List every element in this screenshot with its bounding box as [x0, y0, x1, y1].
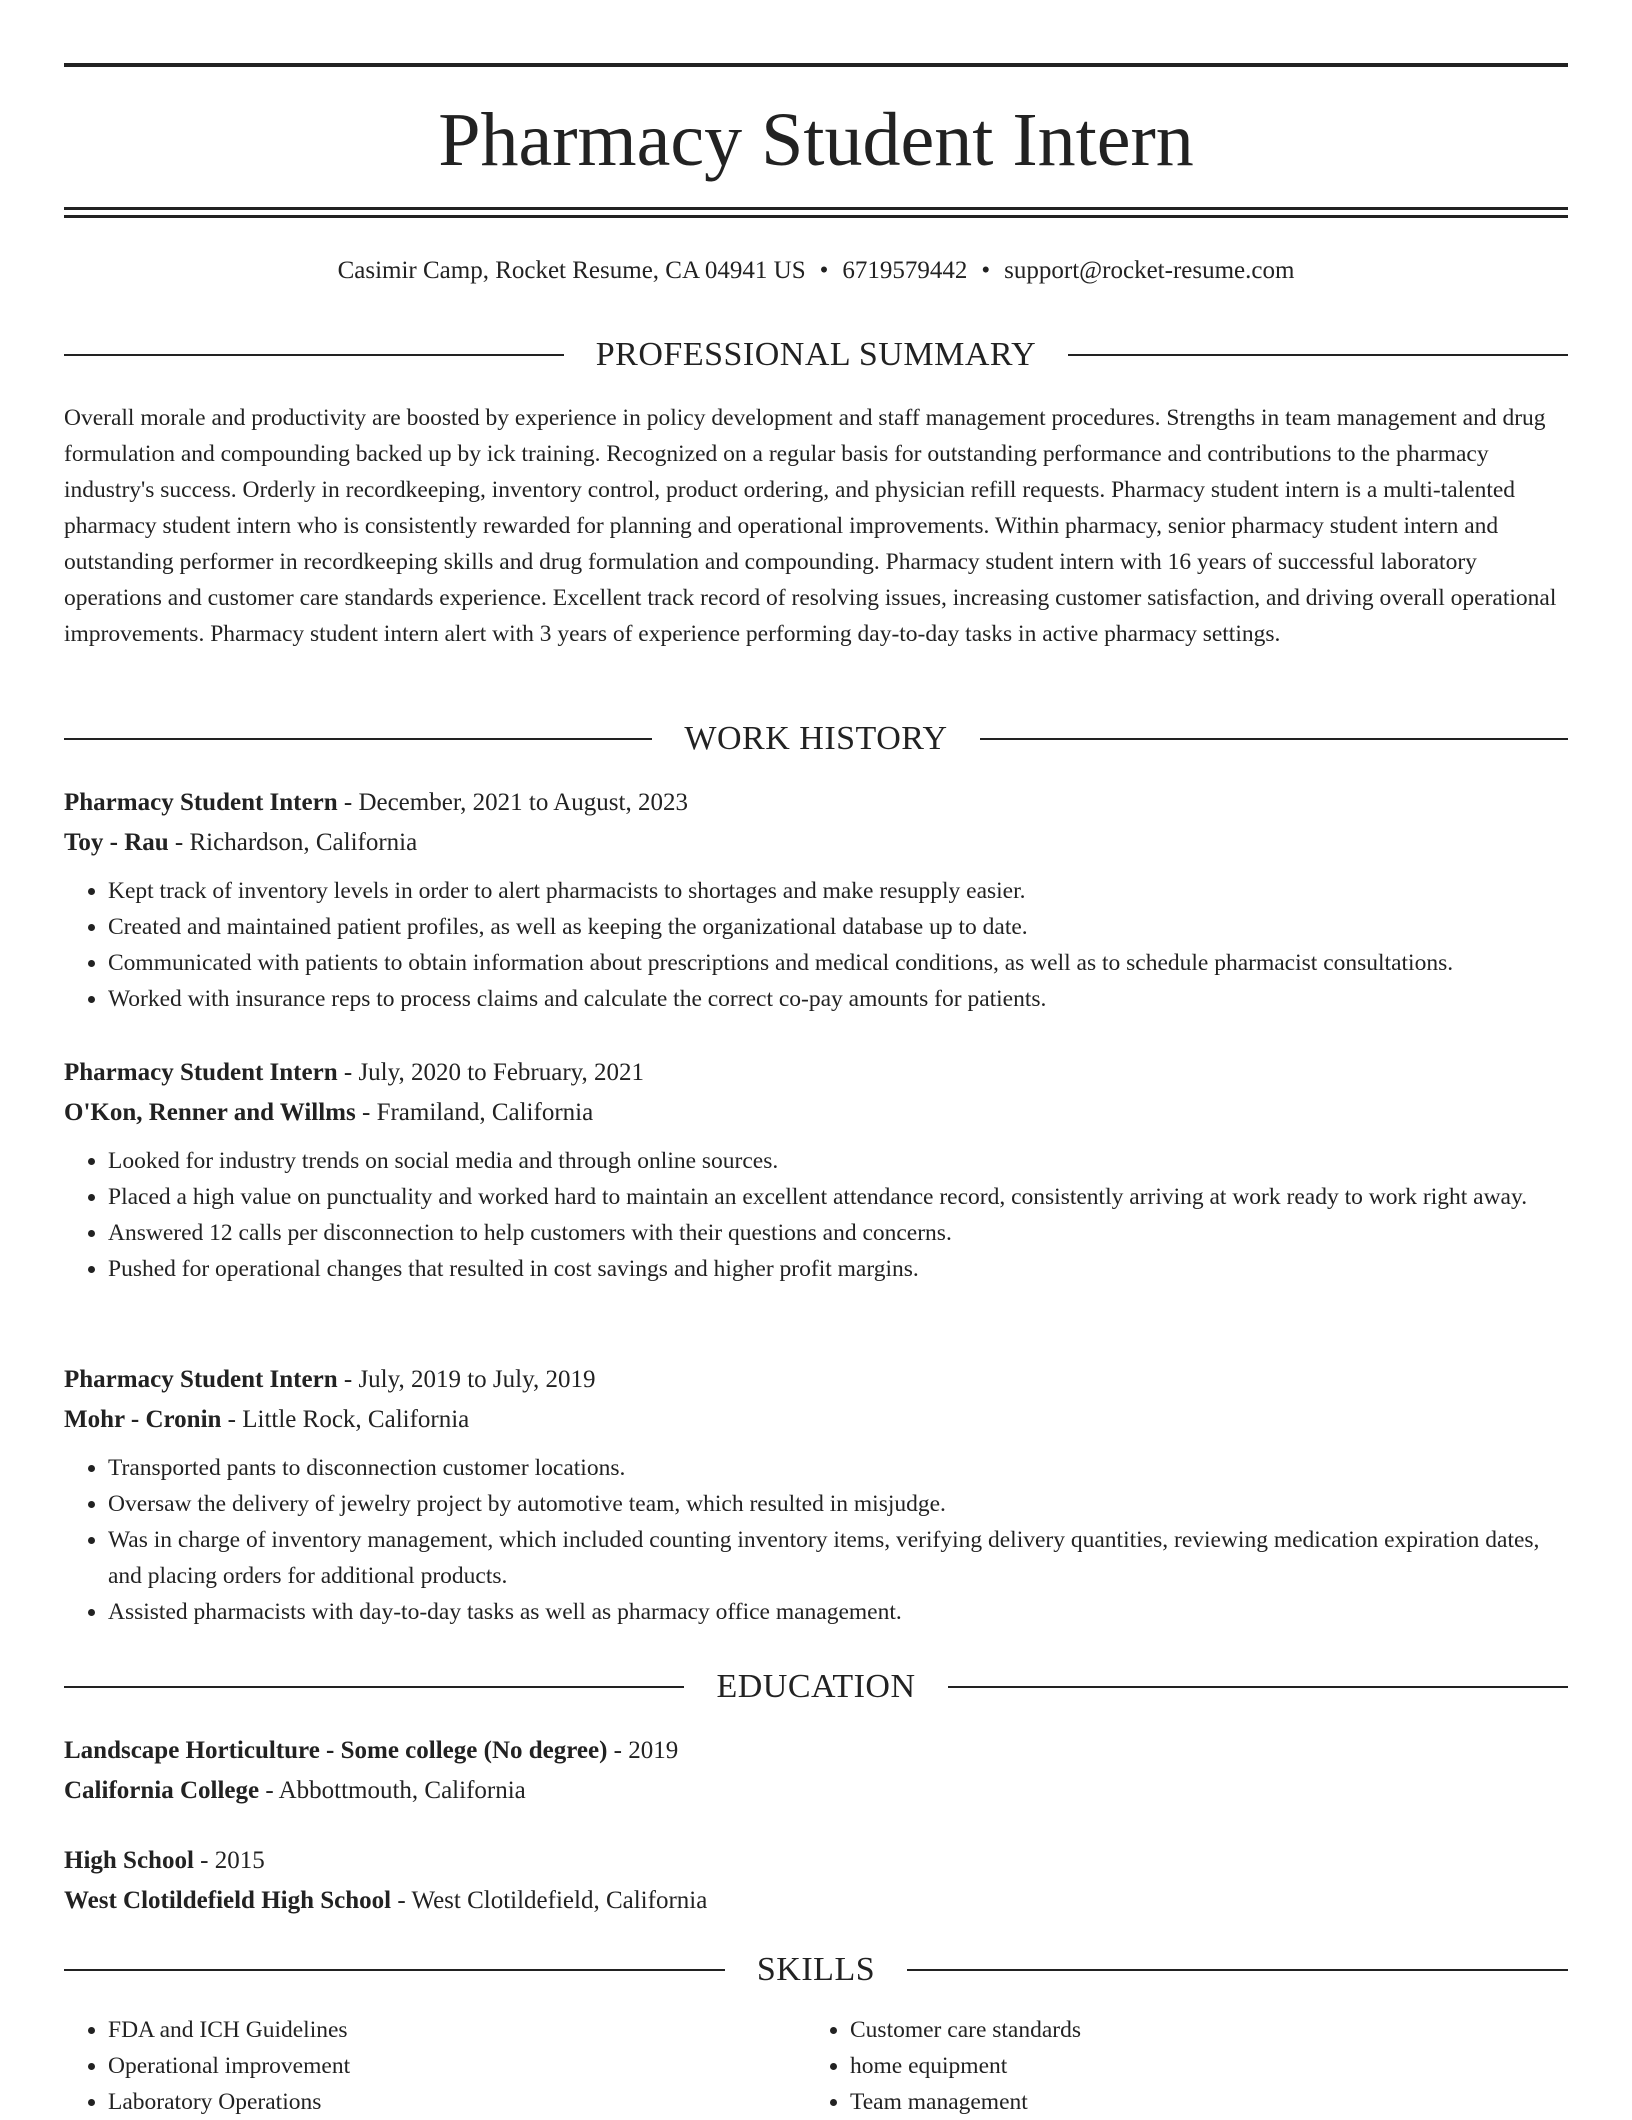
education-location: West Clotildefield, California — [411, 1887, 708, 1914]
section-heading-summary — [64, 335, 1568, 375]
list-item: • Transported pants to disconnection customer locations. — [108, 1450, 1568, 1486]
education-school: California College — [64, 1777, 260, 1804]
job-employer-line: Toy - Rau - Richardson, California — [64, 829, 418, 856]
job-bullets — [64, 1143, 1568, 1287]
job-bullets — [64, 1450, 1568, 1630]
heading-rule — [64, 354, 564, 356]
section-title: PROFESSIONAL SUMMARY — [595, 336, 1037, 373]
job-employer: O'Kon, Renner and Willms — [64, 1099, 356, 1126]
title-rule-lower — [64, 215, 1568, 218]
list-item: • Pushed for operational changes that resulted in cost savings and higher profit margins. — [108, 1251, 1568, 1287]
job-employer: Toy - Rau — [64, 829, 169, 856]
skill-item: • Operational improvement — [108, 2048, 806, 2084]
job-entry — [64, 1360, 1568, 1630]
heading-rule — [1068, 354, 1568, 356]
job-entry — [64, 1053, 1568, 1287]
skill-item: • Team management — [850, 2084, 1548, 2120]
section-title: SKILLS — [756, 1951, 876, 1988]
skill-item: • Customer care standards — [850, 2012, 1548, 2048]
heading-rule — [980, 738, 1568, 740]
list-item: • Created and maintained patient profiles, as well as keeping the organizational database up to date. — [108, 909, 1568, 945]
skills-list — [64, 2012, 1568, 2120]
heading-rule — [907, 1969, 1568, 1971]
top-rule — [64, 63, 1568, 67]
list-item: • Worked with insurance reps to process claims and calculate the correct co-pay amounts for patients. — [108, 981, 1568, 1017]
list-item: • Looked for industry trends on social media and through online sources. — [108, 1143, 1568, 1179]
job-title: Pharmacy Student Intern — [64, 1366, 338, 1393]
job-title: Pharmacy Student Intern — [64, 789, 338, 816]
job-title-line: Pharmacy Student Intern - December, 2021 to August, 2023 — [64, 789, 688, 816]
job-entry — [64, 783, 1568, 1017]
job-location: Little Rock, California — [242, 1406, 470, 1433]
skills-column-right — [806, 2012, 1548, 2120]
education-degree: Landscape Horticulture - Some college (No degree) — [64, 1737, 608, 1764]
section-heading-education — [64, 1667, 1568, 1707]
contact-phone: 6719579442 — [842, 257, 968, 284]
heading-rule — [948, 1686, 1568, 1688]
skill-item: • home equipment — [850, 2048, 1548, 2084]
section-heading-work — [64, 719, 1568, 759]
heading-rule — [64, 738, 652, 740]
list-item: • Was in charge of inventory management, which included counting inventory items, verifying delivery quantities, reviewing medication expiration dates, and placing orders for additional products. — [108, 1522, 1568, 1594]
job-dates: July, 2020 to February, 2021 — [358, 1059, 645, 1086]
job-dates: July, 2019 to July, 2019 — [358, 1366, 596, 1393]
contact-email: support@rocket-resume.com — [1004, 257, 1295, 284]
job-employer-line: O'Kon, Renner and Willms - Framiland, California — [64, 1099, 594, 1126]
summary-text: Overall morale and productivity are boosted by experience in policy development and staff management procedures. Strengths in team management and drug formulation and compounding backed up by ick training. Recognized on a regular basis for outstanding performance and contributions to the pharmacy industry's success. Orderly in recordkeeping, inventory control, product ordering, and physician refill requests. Pharmacy student intern is a multi-talented pharmacy student intern who is consistently rewarded for planning and operational improvements. Within pharmacy, senior pharmacy student intern and outstanding performer in recordkeeping skills and drug formulation and compounding. Pharmacy student intern with 16 years of successful laboratory operations and customer care standards experience. Excellent track record of resolving issues, increasing customer satisfaction, and driving overall operational improvements. Pharmacy student intern alert with 3 years of experience performing day-to-day tasks in active pharmacy settings. — [64, 405, 1557, 647]
education-entry — [64, 1841, 1568, 1921]
education-school-line: West Clotildefield High School - West Clotildefield, California — [64, 1887, 708, 1914]
heading-rule — [64, 1969, 725, 1971]
list-item: • Answered 12 calls per disconnection to help customers with their questions and concerns. — [108, 1215, 1568, 1251]
list-item: • Oversaw the delivery of jewelry project by automotive team, which resulted in misjudge. — [108, 1486, 1568, 1522]
job-employer-line: Mohr - Cronin - Little Rock, California — [64, 1406, 470, 1433]
job-location: Framiland, California — [376, 1099, 594, 1126]
job-dates: December, 2021 to August, 2023 — [358, 789, 688, 816]
job-title-line: Pharmacy Student Intern - July, 2019 to July, 2019 — [64, 1366, 596, 1393]
section-title: EDUCATION — [716, 1668, 916, 1705]
skills-column-left — [64, 2012, 806, 2120]
education-school: West Clotildefield High School — [64, 1887, 392, 1914]
education-school-line: California College - Abbottmouth, California — [64, 1777, 526, 1804]
contact-separator: • — [981, 257, 991, 284]
contact-address: Casimir Camp, Rocket Resume, CA 04941 US — [337, 257, 806, 284]
job-title: Pharmacy Student Intern — [64, 1059, 338, 1086]
skill-item: • FDA and ICH Guidelines — [108, 2012, 806, 2048]
job-location: Richardson, California — [189, 829, 418, 856]
resume-title: Pharmacy Student Intern — [438, 98, 1194, 182]
education-degree: High School — [64, 1847, 194, 1874]
list-item: • Assisted pharmacists with day-to-day tasks as well as pharmacy office management. — [108, 1594, 1568, 1630]
contact-separator: • — [819, 257, 829, 284]
list-item: • Kept track of inventory levels in order to alert pharmacists to shortages and make resupply easier. — [108, 873, 1568, 909]
job-title-line: Pharmacy Student Intern - July, 2020 to February, 2021 — [64, 1059, 645, 1086]
education-location: Abbottmouth, California — [278, 1777, 526, 1804]
section-heading-skills — [64, 1950, 1568, 1990]
list-item: • Placed a high value on punctuality and worked hard to maintain an excellent attendance record, consistently arriving at work ready to work right away. — [108, 1179, 1568, 1215]
section-title: WORK HISTORY — [684, 720, 948, 757]
list-item: • Communicated with patients to obtain information about prescriptions and medical conditions, as well as to schedule pharmacist consultations. — [108, 945, 1568, 981]
education-degree-line: High School - 2015 — [64, 1847, 265, 1874]
skill-item: • Laboratory Operations — [108, 2084, 806, 2120]
education-entry — [64, 1731, 1568, 1811]
education-year: 2019 — [628, 1737, 679, 1764]
job-bullets — [64, 873, 1568, 1017]
heading-rule — [64, 1686, 684, 1688]
contact-line — [64, 254, 1568, 288]
job-employer: Mohr - Cronin — [64, 1406, 222, 1433]
education-year: 2015 — [214, 1847, 265, 1874]
education-degree-line: Landscape Horticulture - Some college (No degree) - 2019 — [64, 1737, 679, 1764]
title-rule-upper — [64, 207, 1568, 210]
